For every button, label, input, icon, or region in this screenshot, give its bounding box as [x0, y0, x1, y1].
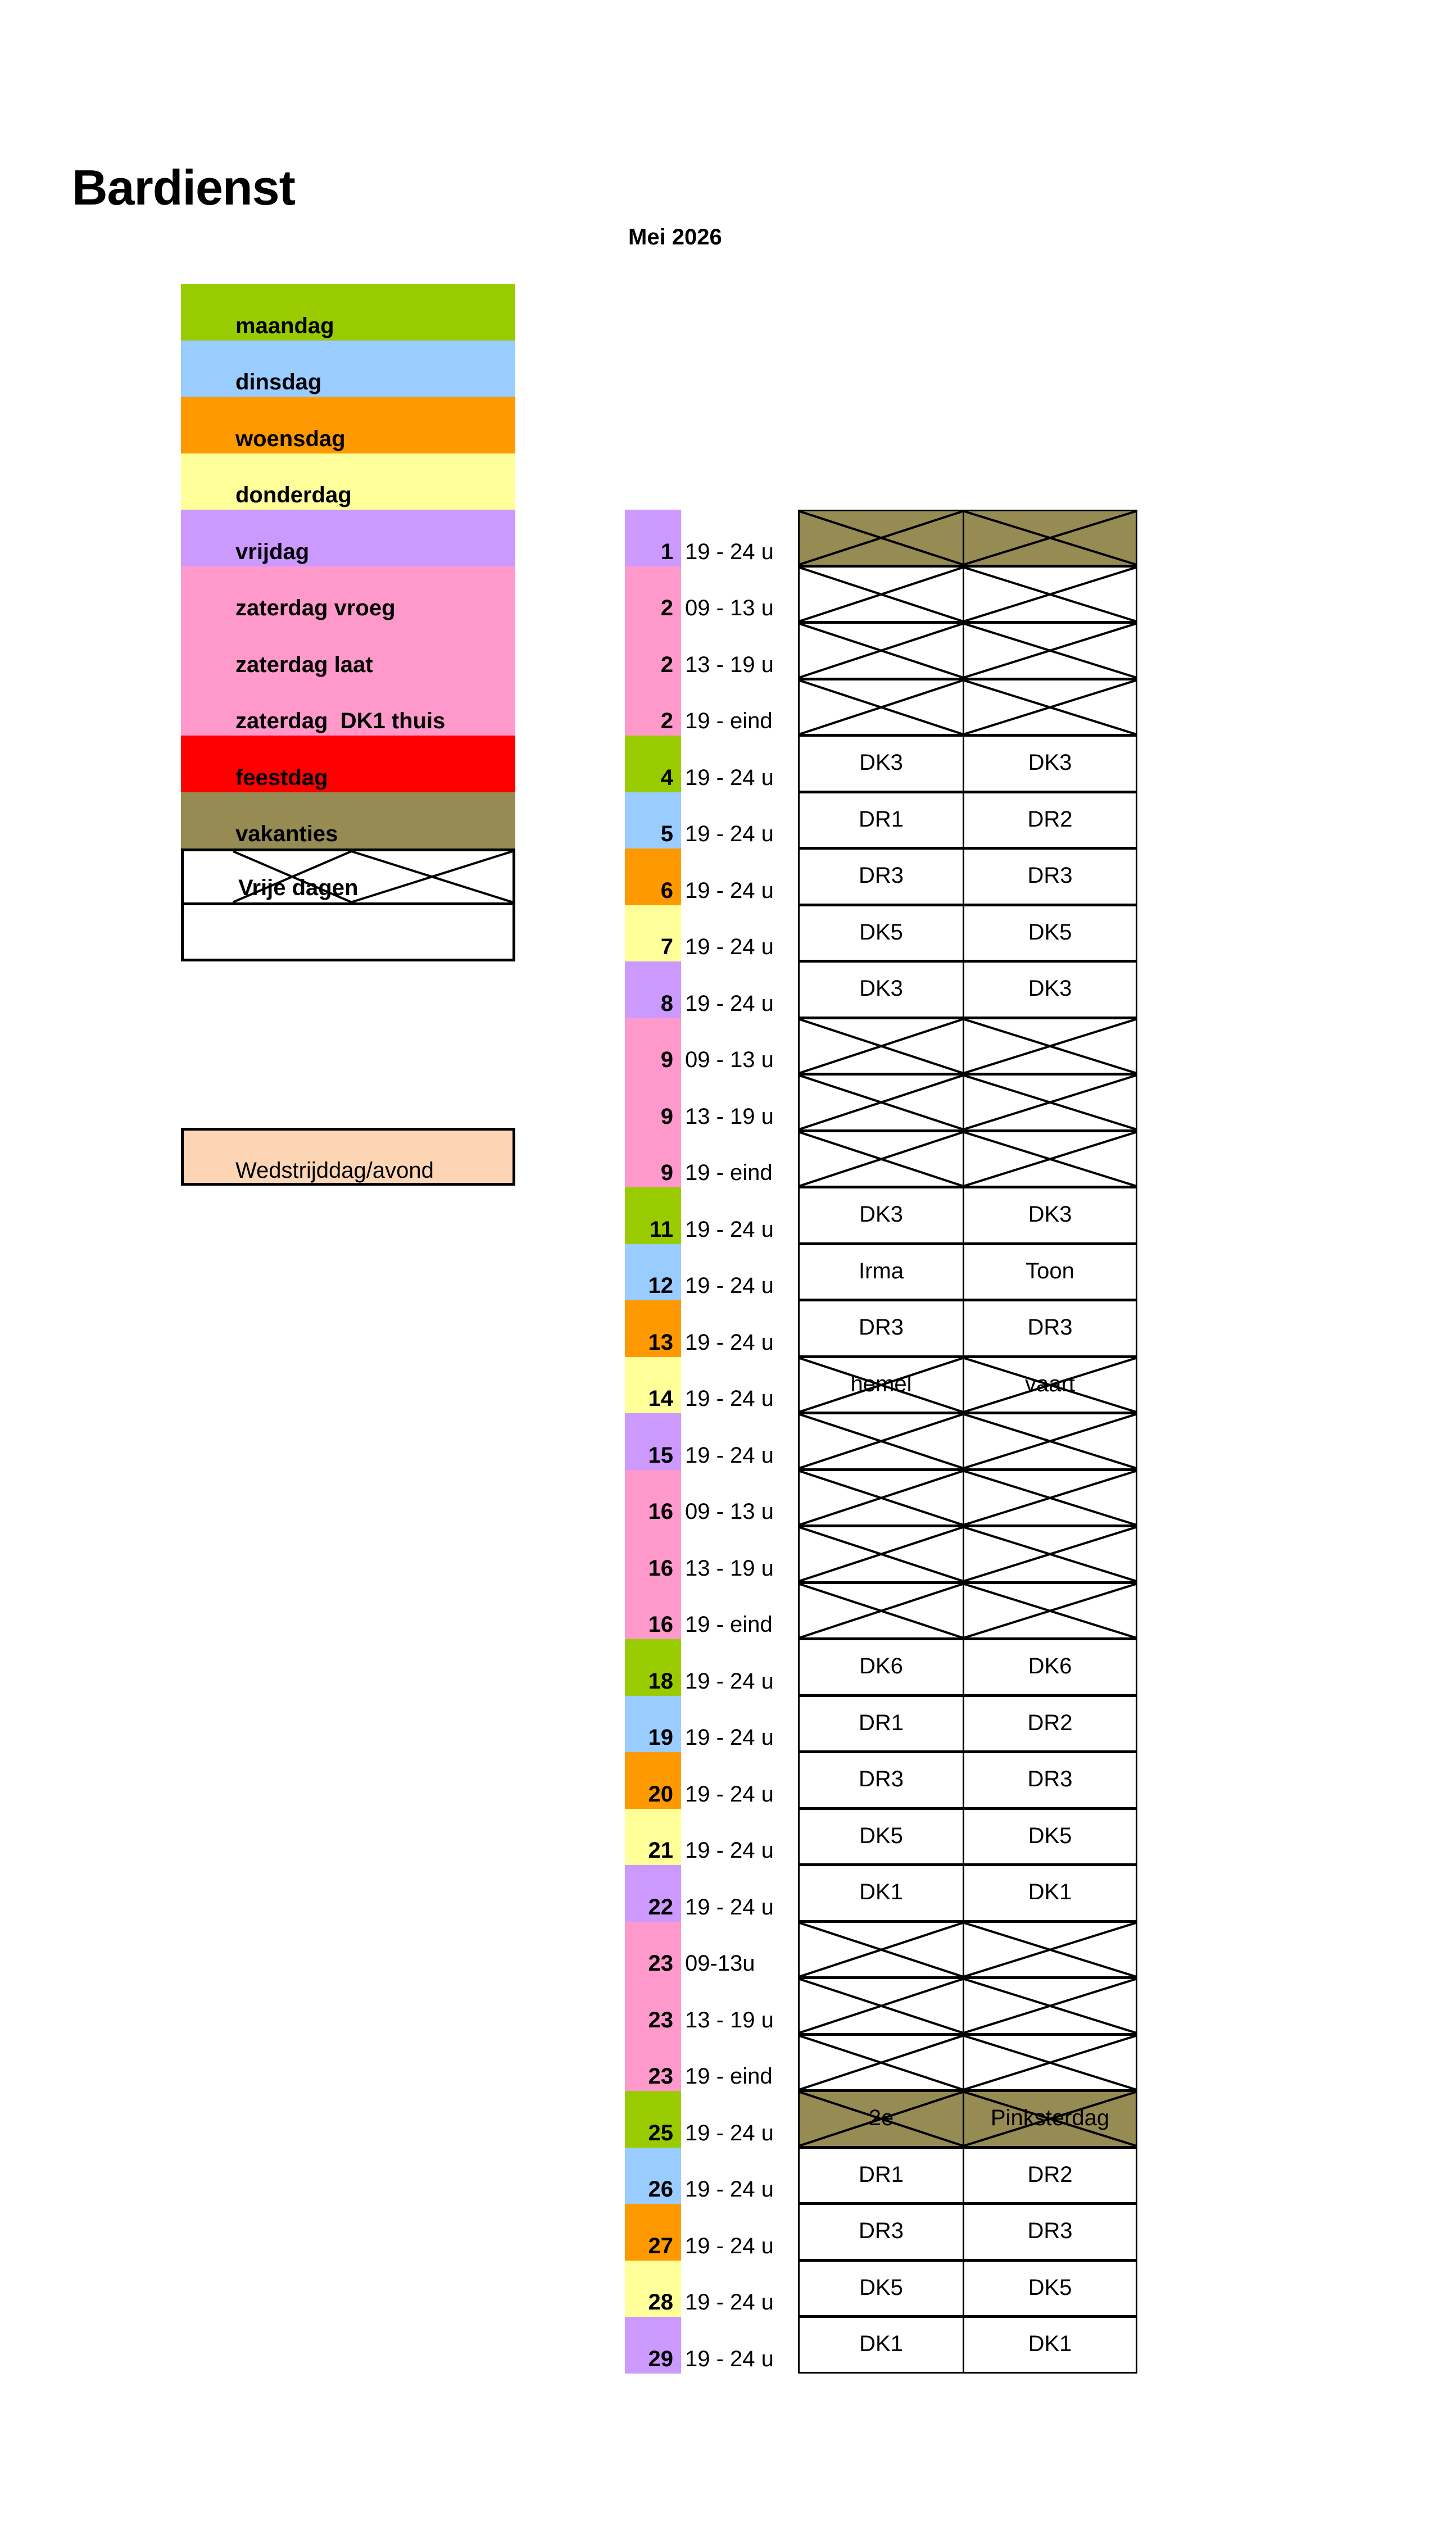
time-slot: 19 - 24 u: [685, 2233, 774, 2258]
cross-icon: [964, 568, 1136, 621]
schedule-row: [625, 1696, 1142, 1753]
assignment-cell[interactable]: [963, 566, 1137, 623]
cross-icon: [800, 1471, 963, 1525]
assignment-cell[interactable]: [963, 1865, 1137, 1922]
schedule-row: [625, 1752, 1142, 1809]
day-number-cell: [625, 1187, 681, 1244]
assignment-cell[interactable]: [798, 1639, 964, 1696]
time-slot: 19 - eind: [685, 2064, 773, 2089]
time-slot: 19 - 24 u: [685, 2290, 774, 2315]
cross-icon: [964, 680, 1136, 734]
day-number: 2: [660, 596, 673, 620]
time-slot: 19 - 24 u: [685, 1668, 774, 1694]
assignment-text: DR3: [1027, 2218, 1073, 2243]
assignment-text: DR1: [858, 1710, 904, 1735]
assignment-text: DR3: [858, 2218, 904, 2243]
time-slot: 19 - 24 u: [685, 1386, 774, 1411]
assignment-cell[interactable]: [798, 1244, 964, 1301]
assignment-cell[interactable]: [798, 2204, 964, 2261]
assignment-cell[interactable]: [798, 1357, 964, 1414]
legend-item: [181, 453, 515, 510]
day-number: 23: [648, 2064, 673, 2089]
time-slot: 19 - eind: [685, 1612, 773, 1637]
time-slot: 19 - 24 u: [685, 1217, 774, 1242]
schedule-row: [625, 961, 1142, 1018]
cross-icon: [964, 1414, 1136, 1468]
cross-icon: [800, 680, 963, 734]
assignment-cell[interactable]: [798, 2261, 964, 2317]
time-slot: 13 - 19 u: [685, 1555, 774, 1581]
assignment-cell[interactable]: [798, 1470, 964, 1527]
assignment-cell[interactable]: [963, 2035, 1137, 2091]
schedule-row: [625, 1357, 1142, 1414]
day-number: 1: [660, 539, 673, 564]
day-number: 23: [648, 2007, 673, 2032]
assignment-cell[interactable]: [963, 961, 1137, 1018]
day-number-cell: [625, 1074, 681, 1131]
assignment-cell[interactable]: [798, 792, 964, 849]
day-number-cell: [625, 1865, 681, 1922]
day-number-cell: [625, 2204, 681, 2261]
schedule-row: [625, 1639, 1142, 1696]
legend-label: dinsdag: [235, 370, 322, 394]
day-number-cell: [625, 905, 681, 962]
assignment-text: DK3: [859, 976, 903, 1001]
legend-label: vakanties: [235, 822, 338, 846]
day-number-cell: [625, 2261, 681, 2317]
assignment-text: DR3: [1027, 863, 1073, 888]
assignment-cell[interactable]: [798, 623, 964, 679]
time-slot: 19 - 24 u: [685, 878, 774, 903]
day-number-cell: [625, 1752, 681, 1809]
cross-icon: [964, 624, 1136, 678]
schedule-row: [625, 792, 1142, 849]
day-number-cell: [625, 1526, 681, 1583]
assignment-cell[interactable]: [798, 848, 964, 905]
assignment-cell[interactable]: [963, 792, 1137, 849]
day-number: 21: [648, 1838, 673, 1863]
day-number: 26: [648, 2177, 673, 2202]
assignment-text: hemel: [850, 1371, 912, 1396]
assignment-text: vaart: [1025, 1371, 1075, 1396]
legend-label: feestdag: [235, 765, 328, 790]
assignment-cell[interactable]: [798, 1922, 964, 1979]
cross-icon: [800, 1414, 963, 1468]
assignment-cell[interactable]: [963, 2091, 1137, 2148]
day-number: 25: [648, 2120, 673, 2145]
legend-label: donderdag: [235, 483, 352, 507]
cross-icon: [800, 624, 963, 678]
assignment-text: DR1: [858, 806, 904, 832]
assignment-cell[interactable]: [798, 1131, 964, 1188]
month-heading: Mei 2026: [628, 225, 722, 249]
day-number: 16: [648, 1499, 673, 1524]
time-slot: 19 - 24 u: [685, 1273, 774, 1298]
assignment-cell[interactable]: [963, 510, 1137, 566]
day-number: 5: [660, 822, 673, 846]
day-number: 15: [648, 1442, 673, 1468]
time-slot: 09 - 13 u: [685, 596, 774, 620]
day-number: 27: [648, 2233, 673, 2258]
time-slot: 13 - 19 u: [685, 2007, 774, 2032]
time-slot: 19 - 24 u: [685, 1330, 774, 1355]
time-slot: 19 - 24 u: [685, 822, 774, 846]
assignment-cell[interactable]: [963, 1470, 1137, 1527]
day-number: 28: [648, 2290, 673, 2315]
schedule-row: [625, 736, 1142, 792]
assignment-text: 2e: [868, 2106, 894, 2130]
time-slot: 13 - 19 u: [685, 1104, 774, 1129]
legend-item: [181, 397, 515, 453]
assignment-text: DK3: [1028, 976, 1072, 1001]
assignment-text: DK1: [859, 1880, 903, 1904]
assignment-text: DK5: [859, 1823, 903, 1848]
assignment-cell[interactable]: [798, 961, 964, 1018]
schedule-row: [625, 2261, 1142, 2317]
schedule-row: [625, 1187, 1142, 1244]
assignment-cell[interactable]: [798, 1300, 964, 1357]
day-number-cell: [625, 1470, 681, 1527]
assignment-cell[interactable]: [798, 2317, 964, 2374]
time-slot: 19 - 24 u: [685, 2177, 774, 2202]
day-number: 11: [649, 1217, 673, 1242]
assignment-text: DK1: [859, 2331, 903, 2356]
time-slot: 19 - 24 u: [685, 1894, 774, 1920]
legend-wedstrijddag: [181, 1128, 515, 1186]
day-number: 6: [660, 878, 673, 903]
assignment-text: DK3: [1028, 1202, 1072, 1227]
assignment-text: DR2: [1027, 1710, 1073, 1735]
time-slot: 19 - 24 u: [685, 2346, 774, 2371]
legend-item: [181, 736, 515, 792]
assignment-text: DK3: [859, 750, 903, 775]
schedule-row: [625, 2035, 1142, 2091]
assignment-cell[interactable]: [963, 1074, 1137, 1131]
day-number-cell: [625, 1583, 681, 1640]
day-number-cell: [625, 566, 681, 623]
legend-label: maandag: [235, 313, 334, 338]
time-slot: 19 - 24 u: [685, 1838, 774, 1863]
time-slot: 19 - 24 u: [685, 1442, 774, 1468]
assignment-cell[interactable]: [963, 1018, 1137, 1075]
assignment-text: DK5: [1028, 919, 1072, 945]
day-number-cell: [625, 1639, 681, 1696]
day-number: 19: [648, 1725, 673, 1750]
day-number-cell: [625, 792, 681, 849]
schedule-row: [625, 510, 1142, 566]
assignment-cell[interactable]: [963, 1244, 1137, 1301]
assignment-text: DK1: [1028, 2331, 1072, 2356]
cross-icon: [964, 1471, 1136, 1525]
schedule-row: [625, 1018, 1142, 1075]
day-number-cell: [625, 1131, 681, 1188]
assignment-cell[interactable]: [963, 1526, 1137, 1583]
assignment-cell[interactable]: [798, 1526, 964, 1583]
day-number: 22: [648, 1894, 673, 1920]
day-number: 2: [660, 652, 673, 677]
cross-icon: [964, 511, 1136, 565]
day-number-cell: [625, 1244, 681, 1301]
time-slot: 09 - 13 u: [685, 1499, 774, 1524]
day-number: 12: [648, 1273, 673, 1298]
day-number: 9: [660, 1047, 673, 1072]
assignment-text: DR3: [858, 1767, 904, 1791]
legend-item: [181, 566, 515, 623]
day-number: 8: [660, 991, 673, 1016]
time-slot: 19 - 24 u: [685, 1781, 774, 1807]
legend-item: [181, 848, 515, 905]
schedule-row: [625, 2317, 1142, 2374]
cross-icon: [964, 1584, 1136, 1638]
legend-label: vrijdag: [235, 539, 310, 564]
assignment-cell[interactable]: [798, 2148, 964, 2204]
assignment-cell[interactable]: [798, 2035, 964, 2091]
time-slot: 19 - 24 u: [685, 934, 774, 959]
cross-icon: [964, 1527, 1136, 1581]
day-number-cell: [625, 1978, 681, 2035]
cross-icon: [964, 1923, 1136, 1977]
legend-label: zaterdag laat: [235, 652, 373, 677]
cross-icon: [800, 1923, 963, 1977]
legend-label: zaterdag vroeg: [235, 596, 396, 620]
day-number-cell: [625, 1300, 681, 1357]
assignment-cell[interactable]: [963, 1809, 1137, 1866]
assignment-cell[interactable]: [963, 1413, 1137, 1470]
schedule-row: [625, 1244, 1142, 1301]
cross-icon: [800, 1584, 963, 1638]
day-number: 16: [648, 1612, 673, 1637]
assignment-cell[interactable]: [963, 1922, 1137, 1979]
cross-icon: [800, 1076, 963, 1129]
schedule-row: [625, 679, 1142, 736]
assignment-cell[interactable]: [798, 679, 964, 736]
assignment-cell[interactable]: [963, 1752, 1137, 1809]
assignment-cell[interactable]: [963, 2148, 1137, 2204]
assignment-cell[interactable]: [798, 1583, 964, 1640]
assignment-cell[interactable]: [963, 2261, 1137, 2317]
assignment-cell[interactable]: [798, 905, 964, 962]
assignment-cell[interactable]: [798, 566, 964, 623]
assignment-text: Pinksterdag: [990, 2106, 1110, 2130]
day-number-cell: [625, 961, 681, 1018]
day-number: 4: [660, 765, 673, 790]
assignment-text: DR3: [858, 863, 904, 888]
legend-item: [181, 792, 515, 849]
assignment-text: DR2: [1027, 806, 1073, 832]
assignment-text: DK5: [859, 2275, 903, 2300]
assignment-cell[interactable]: [798, 2091, 964, 2148]
day-number-cell: [625, 1018, 681, 1075]
assignment-cell[interactable]: [798, 1978, 964, 2035]
time-slot: 19 - 24 u: [685, 2120, 774, 2145]
cross-icon: [800, 1132, 963, 1186]
assignment-cell[interactable]: [963, 905, 1137, 962]
assignment-text: Toon: [1026, 1258, 1074, 1283]
legend-item: [181, 679, 515, 736]
day-number: 29: [648, 2346, 673, 2371]
schedule-row: [625, 2204, 1142, 2261]
legend-item: [181, 623, 515, 679]
day-number-cell: [625, 2091, 681, 2148]
day-number: 16: [648, 1555, 673, 1581]
assignment-cell[interactable]: [798, 510, 964, 566]
legend-label: Vrije dagen: [238, 875, 359, 900]
cross-icon: [800, 1527, 963, 1581]
day-number-cell: [625, 1357, 681, 1414]
assignment-text: DR3: [1027, 1315, 1073, 1340]
page-title: Bardienst: [72, 160, 295, 215]
day-number: 13: [648, 1330, 673, 1355]
assignment-cell[interactable]: [963, 1357, 1137, 1414]
assignment-text: Irma: [859, 1258, 904, 1283]
day-number-cell: [625, 2035, 681, 2091]
cross-icon: [964, 1019, 1136, 1073]
assignment-text: DK6: [1028, 1654, 1072, 1678]
assignment-cell[interactable]: [963, 623, 1137, 679]
cross-icon: [800, 1019, 963, 1073]
assignment-cell[interactable]: [963, 1131, 1137, 1188]
schedule-row: [625, 1300, 1142, 1357]
time-slot: 09 - 13 u: [685, 1047, 774, 1072]
assignment-cell[interactable]: [963, 2317, 1137, 2374]
day-number: 18: [648, 1668, 673, 1694]
assignment-text: DK5: [859, 919, 903, 945]
day-number: 2: [660, 709, 673, 733]
assignment-cell[interactable]: [963, 1978, 1137, 2035]
time-slot: 09-13u: [685, 1951, 755, 1976]
cross-icon: [800, 568, 963, 621]
time-slot: 19 - eind: [685, 709, 773, 733]
assignment-text: DK3: [859, 1202, 903, 1227]
legend-label: Wedstrijddag/avond: [235, 1158, 434, 1183]
assignment-cell[interactable]: [963, 2204, 1137, 2261]
color-legend: [181, 284, 515, 961]
schedule-row: [625, 1922, 1142, 1979]
cross-icon: [800, 2036, 963, 2090]
time-slot: 13 - 19 u: [685, 652, 774, 677]
day-number-cell: [625, 1413, 681, 1470]
day-number-cell: [625, 623, 681, 679]
assignment-text: DR2: [1027, 2162, 1073, 2187]
schedule-row: [625, 1074, 1142, 1131]
legend-item: [181, 510, 515, 566]
assignment-cell[interactable]: [963, 736, 1137, 792]
assignment-text: DK1: [1028, 1880, 1072, 1904]
legend-item: [181, 284, 515, 341]
day-number-cell: [625, 736, 681, 792]
assignment-text: DR3: [858, 1315, 904, 1340]
cross-icon: [964, 1132, 1136, 1186]
day-number-cell: [625, 1696, 681, 1753]
assignment-cell[interactable]: [963, 1187, 1137, 1244]
day-number: 7: [660, 934, 673, 959]
schedule-row: [625, 1526, 1142, 1583]
assignment-cell[interactable]: [963, 1583, 1137, 1640]
day-number-cell: [625, 1922, 681, 1979]
schedule-row: [625, 1865, 1142, 1922]
assignment-text: DK6: [859, 1654, 903, 1678]
legend-label: zaterdag DK1 thuis: [235, 709, 446, 733]
cross-icon: [964, 1979, 1136, 2033]
day-number: 9: [660, 1160, 673, 1185]
day-number: 9: [660, 1104, 673, 1129]
assignment-text: DR1: [858, 2162, 904, 2187]
schedule-row: [625, 1131, 1142, 1188]
schedule-row: [625, 848, 1142, 905]
day-number: 14: [648, 1386, 673, 1411]
day-number-cell: [625, 2317, 681, 2374]
schedule-row: [625, 623, 1142, 679]
assignment-cell[interactable]: [963, 679, 1137, 736]
assignment-text: DR3: [1027, 1767, 1073, 1791]
day-number-cell: [625, 1809, 681, 1866]
schedule-row: [625, 905, 1142, 962]
assignment-cell[interactable]: [963, 1639, 1137, 1696]
assignment-text: DK5: [1028, 2275, 1072, 2300]
schedule-row: [625, 566, 1142, 623]
schedule-row: [625, 1809, 1142, 1866]
assignment-cell[interactable]: [798, 1696, 964, 1753]
assignment-cell[interactable]: [798, 1187, 964, 1244]
schedule-row: [625, 1978, 1142, 2035]
schedule-row: [625, 1470, 1142, 1527]
day-number: 20: [648, 1781, 673, 1807]
cross-icon: [964, 1076, 1136, 1129]
assignment-text: DK3: [1028, 750, 1072, 775]
time-slot: 19 - 24 u: [685, 765, 774, 790]
schedule-row: [625, 2148, 1142, 2204]
schedule-row: [625, 1583, 1142, 1640]
assignment-text: DK5: [1028, 1823, 1072, 1848]
assignment-cell[interactable]: [963, 848, 1137, 905]
assignment-cell[interactable]: [798, 1752, 964, 1809]
time-slot: 19 - eind: [685, 1160, 773, 1185]
assignment-cell[interactable]: [798, 1413, 964, 1470]
assignment-cell[interactable]: [798, 1074, 964, 1131]
assignment-cell[interactable]: [963, 1300, 1137, 1357]
time-slot: 19 - 24 u: [685, 539, 774, 564]
day-number-cell: [625, 679, 681, 736]
cross-icon: [800, 1979, 963, 2033]
day-number: 23: [648, 1951, 673, 1976]
day-number-cell: [625, 2148, 681, 2204]
assignment-cell[interactable]: [798, 736, 964, 792]
assignment-cell[interactable]: [798, 1018, 964, 1075]
assignment-cell[interactable]: [963, 1696, 1137, 1753]
legend-label: woensdag: [235, 426, 346, 451]
legend-item: [181, 905, 515, 962]
day-number-cell: [625, 510, 681, 566]
legend-item: [181, 341, 515, 397]
day-number-cell: [625, 848, 681, 905]
time-slot: 19 - 24 u: [685, 991, 774, 1016]
cross-icon: [800, 511, 963, 565]
assignment-cell[interactable]: [798, 1865, 964, 1922]
schedule-row: [625, 2091, 1142, 2148]
time-slot: 19 - 24 u: [685, 1725, 774, 1750]
schedule-row: [625, 1413, 1142, 1470]
assignment-cell[interactable]: [798, 1809, 964, 1866]
cross-icon: [964, 2036, 1136, 2090]
